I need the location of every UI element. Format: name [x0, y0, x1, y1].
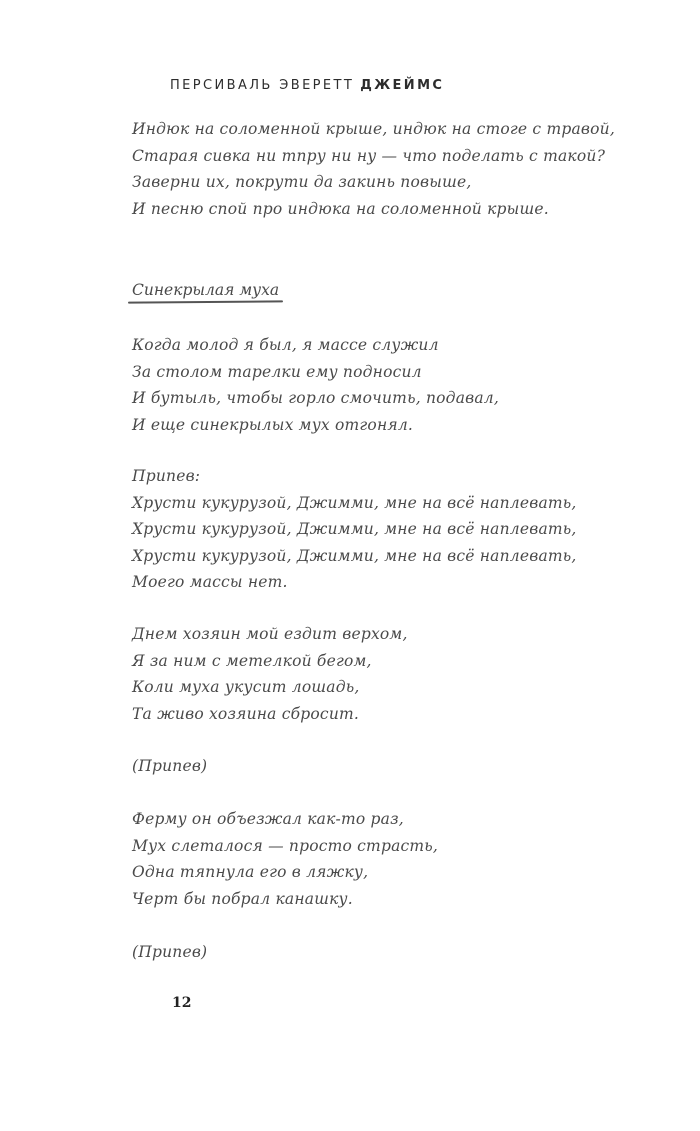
- chorus-label: Припев:: [132, 467, 201, 485]
- running-header: [170, 78, 444, 93]
- title-underline: [128, 300, 283, 303]
- stanza-3: [132, 621, 408, 727]
- verse-line: И бутыль, чтобы горло смочить, подавал,: [132, 389, 499, 408]
- verse-line: За столом тарелки ему подносил: [132, 362, 422, 381]
- stanza-2: [132, 332, 499, 438]
- header-author: ПЕРСИВАЛЬ ЭВЕРЕТТ: [170, 78, 355, 93]
- verse-line: Я за ним с метелкой бегом,: [132, 651, 372, 670]
- verse-line: Заверни их, покрути да закинь повыше,: [132, 173, 472, 192]
- verse-line: Моего массы нет.: [132, 573, 288, 592]
- verse-line: Ферму он объезжал как-то раз,: [132, 810, 404, 828]
- page-number: 12: [172, 995, 192, 1011]
- refrain-line: (Припев): [132, 943, 208, 961]
- verse-line: Одна тяпнула его в ляжку,: [132, 863, 369, 882]
- verse-line: Черт бы побрал канашку.: [132, 889, 353, 908]
- verse-line: Хрусти кукурузой, Джимми, мне на всё наплевать,: [132, 520, 577, 539]
- refrain-line: (Припев): [132, 757, 208, 775]
- stanza-4: [132, 806, 438, 912]
- verse-line: Мух слеталося — просто страсть,: [132, 836, 439, 855]
- song-title: Синекрылая муха: [132, 281, 280, 299]
- verse-line: Хрусти кукурузой, Джимми, мне на всё наплевать,: [132, 546, 577, 565]
- verse-line: Хрусти кукурузой, Джимми, мне на всё наплевать,: [132, 493, 577, 512]
- verse-line: Когда молод я был, я массе служил: [132, 336, 439, 354]
- stanza-1: [132, 116, 615, 222]
- verse-line: Та живо хозяина сбросит.: [132, 704, 360, 723]
- verse-line: И еще синекрылых мух отгонял.: [132, 415, 414, 434]
- refrain-2: [132, 939, 207, 966]
- refrain-1: [132, 753, 207, 780]
- verse-line: Коли муха укусит лошадь,: [132, 678, 360, 697]
- header-title: ДЖЕЙМС: [360, 78, 445, 93]
- verse-line: И песню спой про индюка на соломенной крыше.: [132, 199, 549, 218]
- verse-line: Старая сивка ни тпру ни ну — что поделать с такой?: [132, 146, 606, 165]
- chorus: [132, 463, 577, 596]
- verse-line: Днем хозяин мой ездит верхом,: [132, 625, 408, 643]
- verse-line: Индюк на соломенной крыше, индюк на стоге с травой,: [132, 120, 615, 138]
